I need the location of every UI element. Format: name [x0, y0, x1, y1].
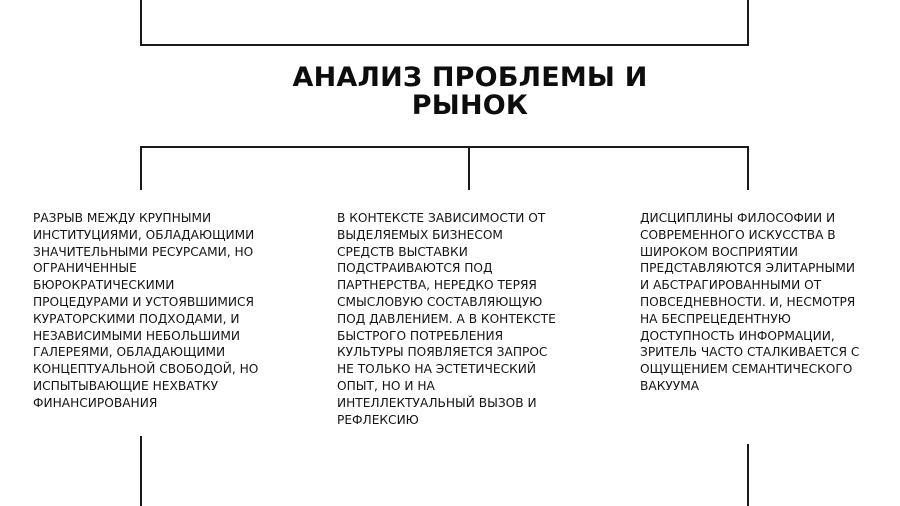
connector-top-line	[140, 146, 749, 148]
connector-right-drop	[747, 146, 749, 190]
column-text-1: РАЗРЫВ МЕЖДУ КРУПНЫМИ ИНСТИТУЦИЯМИ, ОБЛАДАЮЩИМИ ЗНАЧИТЕЛЬНЫМИ РЕСУРСАМИ, НО ОГРАНИЧЕННЫЕ БЮРОКРАТИЧЕСКИМИ ПРОЦЕДУРАМИ И УСТОЯВШИМИСЯ КУРАТОРСКИМИ ПОДХОДАМИ, И НЕЗАВИСИМЫМИ НЕБОЛЬШИМИ ГАЛЕРЕЯМИ, ОБЛАДАЮЩИМИ КОНЦЕПТУАЛЬНОЙ СВОБОДОЙ, НО ИСПЫТЫВАЮЩИЕ НЕХВАТКУ ФИНАНСИРОВАНИЯ	[33, 211, 259, 410]
top-bracket-bottom-line	[140, 44, 749, 46]
connector-center-drop	[468, 146, 470, 190]
bottom-right-line	[747, 444, 749, 506]
bottom-left-line	[140, 436, 142, 506]
page-title: АНАЛИЗ ПРОБЛЕМЫ И РЫНОК	[292, 62, 648, 121]
column-text-2: В КОНТЕКСТЕ ЗАВИСИМОСТИ ОТ ВЫДЕЛЯЕМЫХ БИЗНЕСОМ СРЕДСТВ ВЫСТАВКИ ПОДСТРАИВАЮТСЯ ПОД ПАРТНЕРСТВА, НЕРЕДКО ТЕРЯЯ СМЫСЛОВУЮ СОСТАВЛЯЮЩУЮ ПОД ДАВЛЕНИЕМ. А В КОНТЕКСТЕ БЫСТРОГО ПОТРЕБЛЕНИЯ КУЛЬТУРЫ ПОЯВЛЯЕТСЯ ЗАПРОС НЕ ТОЛЬКО НА ЭСТЕТИЧЕСКИЙ ОПЫТ, НО И НА ИНТЕЛЛЕКТУАЛЬНЫЙ ВЫЗОВ И РЕФЛЕКСИЮ	[337, 211, 556, 427]
top-bracket-right-line	[747, 0, 749, 46]
column-text-3: ДИСЦИПЛИНЫ ФИЛОСОФИИ И СОВРЕМЕННОГО ИСКУССТВА В ШИРОКОМ ВОСПРИЯТИИ ПРЕДСТАВЛЯЮТСЯ ЭЛИТАРНЫМИ И АБСТРАГИРОВАННЫМИ ОТ ПОВСЕДНЕВНОСТИ. И, НЕСМОТРЯ НА БЕСПРЕЦЕДЕНТНУЮ ДОСТУПНОСТЬ ИНФОРМАЦИИ, ЗРИТЕЛЬ ЧАСТО СТАЛКИВАЕТСЯ С ОЩУЩЕНИЕМ СЕМАНТИЧЕСКОГО ВАКУУМА	[640, 211, 860, 393]
top-bracket-left-line	[140, 0, 142, 46]
connector-left-drop	[140, 146, 142, 190]
